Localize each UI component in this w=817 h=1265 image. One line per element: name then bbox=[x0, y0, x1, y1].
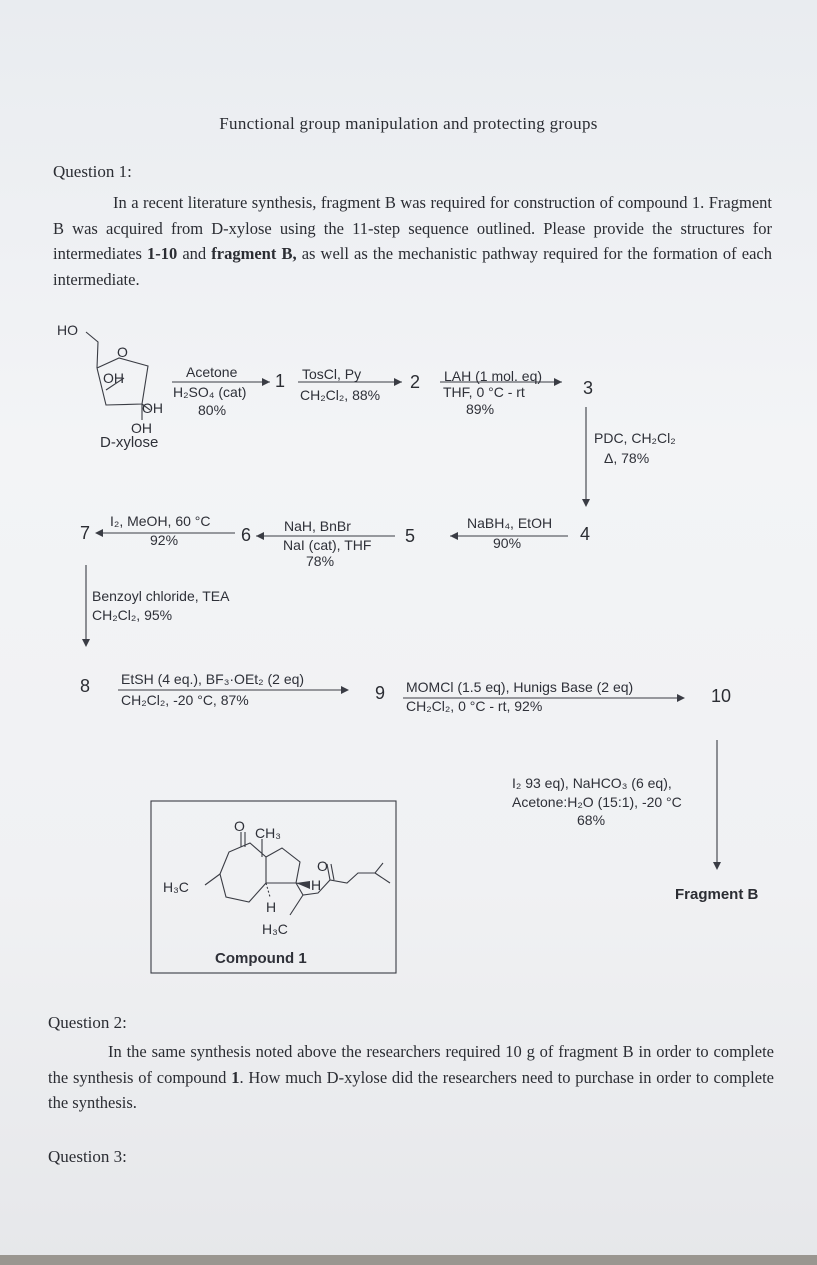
xylose-oh-label-1: OH bbox=[103, 370, 124, 386]
question-2-bold-a: 1 bbox=[231, 1067, 240, 1087]
question-1-bold-b: fragment B, bbox=[211, 244, 297, 263]
compound1-ketone-o: O bbox=[234, 818, 245, 834]
arrowhead-step3 bbox=[554, 378, 562, 386]
compound-7-number: 7 bbox=[80, 523, 91, 543]
step4-reagent-2: Δ, 78% bbox=[604, 450, 650, 466]
step3-reagent-1: LAH (1 mol. eq) bbox=[444, 368, 543, 384]
step3-reagent-2: THF, 0 °C - rt bbox=[443, 384, 525, 400]
step4-reagent-1: PDC, CH₂Cl₂ bbox=[594, 430, 676, 446]
compound1-h3c-left: H₃C bbox=[163, 879, 189, 895]
question-3-label: Question 3: bbox=[48, 1147, 127, 1166]
question-2-text-b: . How much D-xylose did the researchers need to purchase in order to complete the synthesis. bbox=[48, 1067, 774, 1112]
compound-10-number: 10 bbox=[711, 686, 732, 706]
arrowhead-step4 bbox=[582, 499, 590, 507]
compound1-h3c-bottom: H₃C bbox=[262, 921, 288, 937]
step2-reagent-1: TosCl, Py bbox=[302, 366, 362, 382]
step1-reagent-2: H₂SO₄ (cat) bbox=[173, 384, 247, 400]
question-1-text-b: and bbox=[177, 244, 212, 263]
arrowhead-step7 bbox=[95, 529, 103, 537]
step6-reagent-1: NaH, BnBr bbox=[284, 518, 351, 534]
question-1-bold-a: 1-10 bbox=[147, 244, 178, 263]
step3-yield: 89% bbox=[466, 401, 495, 417]
page-title: Functional group manipulation and protecting groups bbox=[219, 114, 598, 133]
step11-reagent-1: I₂ 93 eq), NaHCO₃ (6 eq), bbox=[512, 775, 672, 791]
step11-yield: 68% bbox=[577, 812, 606, 828]
bottom-edge bbox=[0, 1255, 817, 1265]
arrowhead-step1 bbox=[262, 378, 270, 386]
xylose-oh-label-3: OH bbox=[131, 420, 152, 436]
arrowhead-step11 bbox=[713, 862, 721, 870]
step7-yield: 92% bbox=[150, 532, 179, 548]
compound-6-number: 6 bbox=[241, 525, 252, 545]
xylose-bond-ho bbox=[86, 332, 98, 368]
wedge-bond-h bbox=[296, 881, 310, 889]
compound1-h-right: H bbox=[311, 877, 322, 893]
step9-reagent-1: EtSH (4 eq.), BF₃·OEt₂ (2 eq) bbox=[121, 671, 305, 687]
question-1-text-a: In a recent literature synthesis, fragment B was required for construction of compound 1. Fragment B was acquired from D-xylose using the 11-step sequence outlined. Please provide the structures for intermediates bbox=[53, 193, 772, 263]
question-2-label: Question 2: bbox=[48, 1013, 127, 1032]
step10-reagent-2: CH₂Cl₂, 0 °C - rt, 92% bbox=[406, 698, 543, 714]
xylose-ring-o-label: O bbox=[117, 344, 128, 360]
xylose-name: D-xylose bbox=[100, 434, 159, 451]
compound-8-number: 8 bbox=[80, 676, 91, 696]
arrowhead-step5 bbox=[450, 532, 458, 540]
arrowhead-step8 bbox=[82, 639, 90, 647]
fragment-b-label: Fragment B bbox=[675, 886, 759, 903]
step1-reagent-1: Acetone bbox=[186, 364, 238, 380]
question-2-text bbox=[48, 1039, 774, 1116]
arrowhead-step10 bbox=[677, 694, 685, 702]
step2-reagent-2: CH₂Cl₂, 88% bbox=[300, 387, 381, 403]
compound-3-number: 3 bbox=[583, 378, 594, 398]
step5-yield: 90% bbox=[493, 535, 522, 551]
compound-1-number: 1 bbox=[275, 371, 286, 391]
xylose-oh-label-2: OH bbox=[142, 400, 163, 416]
arrowhead-step6 bbox=[256, 532, 264, 540]
compound1-ch3: CH₃ bbox=[255, 825, 281, 841]
step6-yield: 78% bbox=[306, 553, 335, 569]
question-1-label: Question 1: bbox=[53, 162, 132, 181]
question-1-text-c: as well as the mechanistic pathway required for the formation of each intermediate. bbox=[53, 244, 772, 289]
step5-reagent-1: NaBH₄, EtOH bbox=[467, 515, 553, 531]
xylose-ho-label: HO bbox=[57, 322, 78, 338]
compound-1-caption: Compound 1 bbox=[215, 950, 307, 967]
step11-reagent-2: Acetone:H₂O (15:1), -20 °C bbox=[512, 794, 682, 810]
step7-reagent-1: I₂, MeOH, 60 °C bbox=[110, 513, 211, 529]
step8-reagent-2: CH₂Cl₂, 95% bbox=[92, 607, 173, 623]
compound-2-number: 2 bbox=[410, 372, 421, 392]
arrowhead-step2 bbox=[394, 378, 402, 386]
step9-reagent-2: CH₂Cl₂, -20 °C, 87% bbox=[121, 692, 249, 708]
compound-9-number: 9 bbox=[375, 683, 386, 703]
compound1-ketone-o-2: O bbox=[317, 858, 328, 874]
compound-1-structure bbox=[205, 832, 390, 915]
arrowhead-step9 bbox=[341, 686, 349, 694]
step10-reagent-1: MOMCl (1.5 eq), Hunigs Base (2 eq) bbox=[406, 679, 634, 695]
step6-reagent-2: NaI (cat), THF bbox=[283, 537, 372, 553]
compound1-h-center: H bbox=[266, 899, 277, 915]
compound-4-number: 4 bbox=[580, 524, 591, 544]
step8-reagent-1: Benzoyl chloride, TEA bbox=[92, 588, 230, 604]
question-2-text-a: In the same synthesis noted above the researchers required 10 g of fragment B in order to complete the synthesis of compound bbox=[48, 1042, 774, 1087]
compound-5-number: 5 bbox=[405, 526, 416, 546]
step1-yield: 80% bbox=[198, 402, 227, 418]
